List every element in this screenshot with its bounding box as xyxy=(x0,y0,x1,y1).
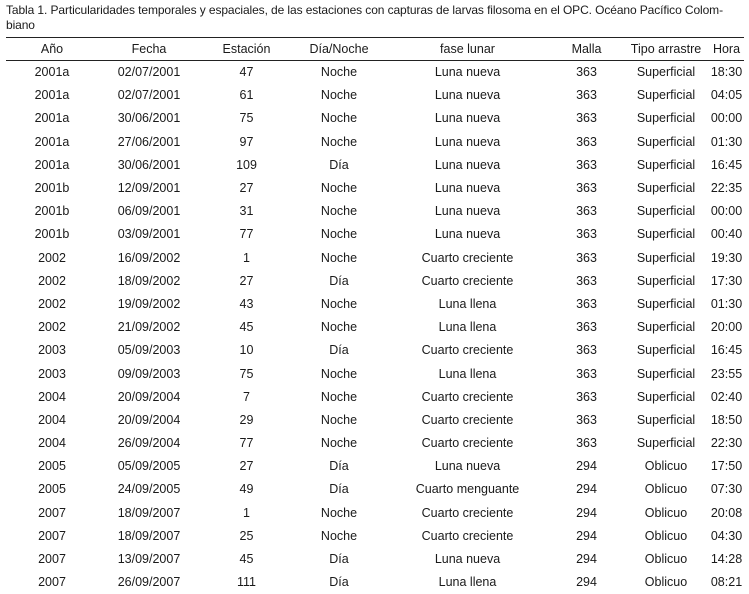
anio-cell: 2004 xyxy=(38,389,66,404)
fecha-cell: 06/09/2001 xyxy=(117,204,181,219)
hora-cell: 19:30 xyxy=(710,250,743,265)
table-row xyxy=(6,246,744,269)
tipo-arrastre-cell: Superficial xyxy=(636,389,696,404)
estacion-cell: 10 xyxy=(239,343,254,358)
table-row xyxy=(6,130,744,153)
table-row xyxy=(6,339,744,362)
anio-cell: 2005 xyxy=(38,482,66,497)
fase-lunar-cell: Cuarto menguante xyxy=(415,482,520,497)
estacion-cell: 7 xyxy=(243,389,250,404)
hora-cell: 02:40 xyxy=(710,389,743,404)
malla-cell: 363 xyxy=(576,88,597,103)
estacion-cell: 75 xyxy=(239,111,254,126)
fase-lunar-cell: Luna nueva xyxy=(434,227,501,242)
hora-cell: 18:30 xyxy=(710,65,743,80)
malla-cell: 294 xyxy=(576,505,597,520)
fase-lunar-cell: Cuarto creciente xyxy=(421,250,514,265)
table-row xyxy=(6,385,744,408)
hora-cell: 23:55 xyxy=(710,366,743,381)
malla-cell: 294 xyxy=(576,528,597,543)
estacion-cell: 29 xyxy=(239,412,254,427)
anio-cell: 2002 xyxy=(38,296,66,311)
tipo-arrastre-cell: Superficial xyxy=(636,111,696,126)
dia-noche-cell: Noche xyxy=(320,88,358,103)
fecha-cell: 18/09/2007 xyxy=(117,505,181,520)
fase-lunar-cell: Cuarto creciente xyxy=(421,505,514,520)
table-row xyxy=(6,408,744,431)
fecha-cell: 26/09/2004 xyxy=(117,436,181,451)
tipo-arrastre-cell: Superficial xyxy=(636,412,696,427)
malla-cell: 294 xyxy=(576,575,597,590)
fase-lunar-cell: Luna nueva xyxy=(434,111,501,126)
hora-cell: 20:00 xyxy=(710,320,743,335)
estacion-cell: 47 xyxy=(239,65,254,80)
malla-cell: 363 xyxy=(576,250,597,265)
anio-cell: 2001a xyxy=(34,88,70,103)
anio-cell: 2007 xyxy=(38,552,66,567)
table-row xyxy=(6,501,744,524)
hora-cell: 17:30 xyxy=(710,273,743,288)
header-estacion: Estación xyxy=(200,38,293,61)
malla-cell: 363 xyxy=(576,412,597,427)
estacion-cell: 45 xyxy=(239,320,254,335)
dia-noche-cell: Noche xyxy=(320,181,358,196)
table-row xyxy=(6,316,744,339)
malla-cell: 363 xyxy=(576,227,597,242)
estacion-cell: 75 xyxy=(239,366,254,381)
malla-cell: 294 xyxy=(576,482,597,497)
fecha-cell: 16/09/2002 xyxy=(117,250,181,265)
fase-lunar-cell: Luna nueva xyxy=(434,552,501,567)
estacion-cell: 49 xyxy=(239,482,254,497)
hora-cell: 18:50 xyxy=(710,412,743,427)
fecha-cell: 18/09/2002 xyxy=(117,273,181,288)
fecha-cell: 03/09/2001 xyxy=(117,227,181,242)
dia-noche-cell: Noche xyxy=(320,134,358,149)
fase-lunar-cell: Luna nueva xyxy=(434,134,501,149)
fecha-cell: 27/06/2001 xyxy=(117,134,181,149)
fase-lunar-cell: Luna nueva xyxy=(434,181,501,196)
fecha-cell: 05/09/2003 xyxy=(117,343,181,358)
fase-lunar-cell: Cuarto creciente xyxy=(421,528,514,543)
fecha-cell: 20/09/2004 xyxy=(117,389,181,404)
tipo-arrastre-cell: Superficial xyxy=(636,134,696,149)
fase-lunar-cell: Luna llena xyxy=(438,320,497,335)
table-row xyxy=(6,432,744,455)
dia-noche-cell: Noche xyxy=(320,389,358,404)
estacion-cell: 25 xyxy=(239,528,254,543)
malla-cell: 363 xyxy=(576,157,597,172)
dia-noche-cell: Día xyxy=(329,459,349,474)
fase-lunar-cell: Luna llena xyxy=(438,296,497,311)
header-dia-noche: Día/Noche xyxy=(293,38,385,61)
hora-cell: 22:35 xyxy=(710,181,743,196)
tipo-arrastre-cell: Superficial xyxy=(636,250,696,265)
dia-noche-cell: Noche xyxy=(320,436,358,451)
table-row xyxy=(6,61,744,84)
estacion-cell: 61 xyxy=(239,88,254,103)
dia-noche-cell: Noche xyxy=(320,250,358,265)
table-row xyxy=(6,223,744,246)
estacion-cell: 77 xyxy=(239,436,254,451)
fecha-cell: 02/07/2001 xyxy=(117,88,181,103)
estacion-cell: 43 xyxy=(239,296,254,311)
fecha-cell: 21/09/2002 xyxy=(117,320,181,335)
dia-noche-cell: Noche xyxy=(320,320,358,335)
fase-lunar-cell: Luna nueva xyxy=(434,204,501,219)
table-row xyxy=(6,455,744,478)
fecha-cell: 13/09/2007 xyxy=(117,552,181,567)
fecha-cell: 19/09/2002 xyxy=(117,296,181,311)
malla-cell: 363 xyxy=(576,296,597,311)
table-row xyxy=(6,547,744,570)
tipo-arrastre-cell: Oblicuo xyxy=(644,552,688,567)
dia-noche-cell: Día xyxy=(329,482,349,497)
anio-cell: 2007 xyxy=(38,575,66,590)
dia-noche-cell: Noche xyxy=(320,528,358,543)
fase-lunar-cell: Luna nueva xyxy=(434,88,501,103)
hora-cell: 00:00 xyxy=(710,204,743,219)
fecha-cell: 02/07/2001 xyxy=(117,65,181,80)
estacion-cell: 45 xyxy=(239,552,254,567)
malla-cell: 363 xyxy=(576,343,597,358)
estacion-cell: 27 xyxy=(239,459,254,474)
fase-lunar-cell: Cuarto creciente xyxy=(421,343,514,358)
anio-cell: 2001b xyxy=(34,204,70,219)
anio-cell: 2001a xyxy=(34,157,70,172)
fase-lunar-cell: Cuarto creciente xyxy=(421,436,514,451)
dia-noche-cell: Día xyxy=(329,552,349,567)
hora-cell: 14:28 xyxy=(710,552,743,567)
fecha-cell: 09/09/2003 xyxy=(117,366,181,381)
tipo-arrastre-cell: Superficial xyxy=(636,436,696,451)
header-fase-lunar: fase lunar xyxy=(385,38,550,61)
dia-noche-cell: Noche xyxy=(320,296,358,311)
table-row xyxy=(6,107,744,130)
malla-cell: 294 xyxy=(576,459,597,474)
table-row xyxy=(6,200,744,223)
malla-cell: 363 xyxy=(576,134,597,149)
fase-lunar-cell: Cuarto creciente xyxy=(421,412,514,427)
hora-cell: 00:00 xyxy=(710,111,743,126)
tipo-arrastre-cell: Oblicuo xyxy=(644,575,688,590)
table-row xyxy=(6,153,744,176)
malla-cell: 363 xyxy=(576,181,597,196)
estacion-cell: 31 xyxy=(239,204,254,219)
hora-cell: 08:21 xyxy=(710,575,743,590)
hora-cell: 04:05 xyxy=(710,88,743,103)
dia-noche-cell: Día xyxy=(329,575,349,590)
table-row xyxy=(6,269,744,292)
hora-cell: 20:08 xyxy=(710,505,743,520)
hora-cell: 16:45 xyxy=(710,343,743,358)
tipo-arrastre-cell: Superficial xyxy=(636,320,696,335)
tipo-arrastre-cell: Superficial xyxy=(636,227,696,242)
fase-lunar-cell: Luna llena xyxy=(438,575,497,590)
dia-noche-cell: Noche xyxy=(320,505,358,520)
dia-noche-cell: Noche xyxy=(320,227,358,242)
fase-lunar-cell: Luna nueva xyxy=(434,65,501,80)
estacion-cell: 111 xyxy=(236,575,256,590)
estacion-cell: 27 xyxy=(239,273,254,288)
fase-lunar-cell: Luna nueva xyxy=(434,459,501,474)
fecha-cell: 24/09/2005 xyxy=(117,482,181,497)
anio-cell: 2004 xyxy=(38,436,66,451)
tipo-arrastre-cell: Oblicuo xyxy=(644,505,688,520)
malla-cell: 363 xyxy=(576,389,597,404)
dia-noche-cell: Día xyxy=(329,157,349,172)
table-row xyxy=(6,571,744,594)
header-hora: Hora xyxy=(709,38,744,61)
malla-cell: 363 xyxy=(576,204,597,219)
fecha-cell: 30/06/2001 xyxy=(117,157,181,172)
fase-lunar-cell: Luna llena xyxy=(438,366,497,381)
estacion-cell: 109 xyxy=(236,157,257,172)
anio-cell: 2005 xyxy=(38,459,66,474)
malla-cell: 363 xyxy=(576,320,597,335)
hora-cell: 00:40 xyxy=(710,227,743,242)
tipo-arrastre-cell: Superficial xyxy=(636,181,696,196)
fecha-cell: 18/09/2007 xyxy=(117,528,181,543)
tipo-arrastre-cell: Superficial xyxy=(636,157,696,172)
dia-noche-cell: Noche xyxy=(320,65,358,80)
malla-cell: 363 xyxy=(576,111,597,126)
estacion-cell: 1 xyxy=(243,505,250,520)
table-row xyxy=(6,478,744,501)
anio-cell: 2002 xyxy=(38,320,66,335)
hora-cell: 16:45 xyxy=(710,157,743,172)
table-row xyxy=(6,524,744,547)
hora-cell: 01:30 xyxy=(710,134,743,149)
table-row xyxy=(6,292,744,315)
malla-cell: 363 xyxy=(576,366,597,381)
table-row xyxy=(6,176,744,199)
fecha-cell: 20/09/2004 xyxy=(117,412,181,427)
fecha-cell: 26/09/2007 xyxy=(117,575,181,590)
estacion-cell: 97 xyxy=(239,134,254,149)
anio-cell: 2004 xyxy=(38,412,66,427)
anio-cell: 2001a xyxy=(34,134,70,149)
header-row xyxy=(6,38,744,61)
hora-cell: 22:30 xyxy=(710,436,743,451)
anio-cell: 2002 xyxy=(38,273,66,288)
anio-cell: 2003 xyxy=(38,343,66,358)
fecha-cell: 30/06/2001 xyxy=(117,111,181,126)
header-anio: Año xyxy=(6,38,98,61)
estacion-cell: 27 xyxy=(239,181,254,196)
malla-cell: 363 xyxy=(576,273,597,288)
anio-cell: 2001a xyxy=(34,111,70,126)
tipo-arrastre-cell: Oblicuo xyxy=(644,482,688,497)
tipo-arrastre-cell: Superficial xyxy=(636,65,696,80)
dia-noche-cell: Noche xyxy=(320,366,358,381)
anio-cell: 2001b xyxy=(34,181,70,196)
tipo-arrastre-cell: Superficial xyxy=(636,366,696,381)
tipo-arrastre-cell: Superficial xyxy=(636,273,696,288)
dia-noche-cell: Día xyxy=(329,273,349,288)
hora-cell: 07:30 xyxy=(710,482,743,497)
estacion-cell: 1 xyxy=(243,250,250,265)
dia-noche-cell: Noche xyxy=(320,412,358,427)
hora-cell: 17:50 xyxy=(710,459,743,474)
malla-cell: 363 xyxy=(576,65,597,80)
malla-cell: 294 xyxy=(576,552,597,567)
hora-cell: 04:30 xyxy=(710,528,743,543)
fecha-cell: 12/09/2001 xyxy=(117,181,181,196)
tipo-arrastre-cell: Oblicuo xyxy=(644,459,688,474)
anio-cell: 2001a xyxy=(34,65,70,80)
tipo-arrastre-cell: Superficial xyxy=(636,88,696,103)
header-tipo-arrastre: Tipo arrastre xyxy=(623,38,709,61)
table-row xyxy=(6,362,744,385)
anio-cell: 2007 xyxy=(38,505,66,520)
dia-noche-cell: Día xyxy=(329,343,349,358)
hora-cell: 01:30 xyxy=(710,296,743,311)
anio-cell: 2001b xyxy=(34,227,70,242)
tipo-arrastre-cell: Superficial xyxy=(636,343,696,358)
dia-noche-cell: Noche xyxy=(320,204,358,219)
dia-noche-cell: Noche xyxy=(320,111,358,126)
tipo-arrastre-cell: Superficial xyxy=(636,204,696,219)
tipo-arrastre-cell: Superficial xyxy=(636,296,696,311)
tipo-arrastre-cell: Oblicuo xyxy=(644,528,688,543)
fase-lunar-cell: Luna nueva xyxy=(434,157,501,172)
fase-lunar-cell: Cuarto creciente xyxy=(421,389,514,404)
malla-cell: 363 xyxy=(576,436,597,451)
estacion-cell: 77 xyxy=(239,227,254,242)
anio-cell: 2002 xyxy=(38,250,66,265)
table-caption: Tabla 1. Particularidades temporales y espaciales, de las estaciones con capturas de larvas filosoma en el OPC. Océano Pacífico Colom- biano xyxy=(6,3,723,32)
data-table xyxy=(6,37,744,594)
table-row xyxy=(6,84,744,107)
anio-cell: 2007 xyxy=(38,528,66,543)
fecha-cell: 05/09/2005 xyxy=(117,459,181,474)
anio-cell: 2003 xyxy=(38,366,66,381)
header-malla: Malla xyxy=(550,38,623,61)
fase-lunar-cell: Cuarto creciente xyxy=(421,273,514,288)
header-fecha: Fecha xyxy=(98,38,200,61)
